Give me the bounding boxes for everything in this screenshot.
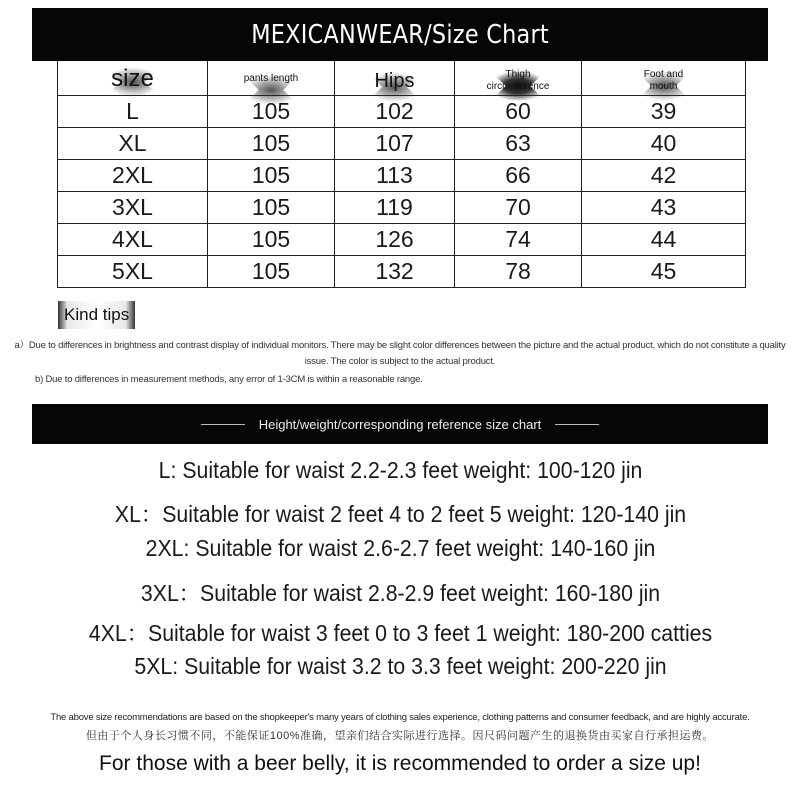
kind-tips-label: Kind tips — [58, 301, 135, 329]
measurement-cell: 42 — [582, 160, 746, 192]
table-row — [58, 256, 746, 288]
table-row — [58, 128, 746, 160]
size-disclaimer: The above size recommendations are based on the shopkeeper's many years of clothing sales experience, clothing patterns and consumer feedback, and are highly accurate. — [50, 712, 750, 723]
table-row — [58, 96, 746, 128]
reference-title: Height/weight/corresponding reference size chart — [258, 416, 542, 432]
reference-line-4xl: 4XL：Suitable for waist 3 feet 0 to 3 feet 1 weight: 180-200 catties — [88, 620, 713, 646]
reference-line-2xl: 2XL: Suitable for waist 2.6-2.7 feet weight: 140-160 jin — [145, 535, 656, 561]
measurement-cell: 105 — [208, 224, 335, 256]
reference-line-3xl: 3XL：Suitable for waist 2.8-2.9 feet weight: 160-180 jin — [140, 580, 661, 606]
size-chart-title-banner — [32, 8, 768, 61]
table-header-row — [58, 61, 746, 96]
size-cell: L — [58, 96, 208, 128]
measurement-cell: 39 — [582, 96, 746, 128]
size-cell: 5XL — [58, 256, 208, 288]
measurement-cell: 132 — [335, 256, 455, 288]
measurement-cell: 40 — [582, 128, 746, 160]
reference-line-5xl: 5XL: Suitable for waist 3.2 to 3.3 feet weight: 200-220 jin — [134, 653, 667, 679]
beer-belly-tip: For those with a beer belly, it is recommended to order a size up! — [99, 752, 701, 775]
tip-note-a: a）Due to differences in brightness and contrast display of individual monitors. There may be slight color differences between the picture and the actual product, which do not constitute a quality issue. The color is subject to the actual product. — [14, 340, 786, 367]
measurement-cell: 60 — [455, 96, 582, 128]
measurement-cell: 126 — [335, 224, 455, 256]
measurement-cell: 105 — [208, 160, 335, 192]
col-header-pants-length: pants length — [208, 61, 335, 96]
size-table — [57, 61, 746, 288]
chinese-note: 但由于个人身长习惯不同，不能保证100%准确，望亲们结合实际进行选择。因尺码问题产生的退换货由买家自行承担运费。 — [85, 730, 715, 742]
measurement-cell: 105 — [208, 192, 335, 224]
measurement-cell: 105 — [208, 96, 335, 128]
col-header-thigh: Thigh circumference — [455, 61, 582, 96]
col-header-foot-mouth: Foot and mouth — [582, 61, 746, 96]
banner-divider-left — [201, 424, 245, 425]
table-row — [58, 224, 746, 256]
reference-banner — [32, 404, 768, 444]
size-cell: XL — [58, 128, 208, 160]
size-cell: 2XL — [58, 160, 208, 192]
measurement-cell: 66 — [455, 160, 582, 192]
size-cell: 4XL — [58, 224, 208, 256]
measurement-cell: 74 — [455, 224, 582, 256]
measurement-cell: 113 — [335, 160, 455, 192]
measurement-cell: 45 — [582, 256, 746, 288]
reference-line-xl: XL：Suitable for waist 2 feet 4 to 2 feet 5 weight: 120-140 jin — [114, 501, 687, 527]
col-header-size: size — [58, 61, 208, 96]
measurement-cell: 105 — [208, 256, 335, 288]
banner-divider-right — [555, 424, 599, 425]
measurement-cell: 107 — [335, 128, 455, 160]
tip-note-b: b) Due to differences in measurement methods, any error of 1-3CM is within a reasonable range. — [35, 374, 423, 385]
measurement-cell: 102 — [335, 96, 455, 128]
measurement-cell: 44 — [582, 224, 746, 256]
measurement-cell: 119 — [335, 192, 455, 224]
size-chart-title: MEXICANWEAR/Size Chart — [251, 19, 549, 50]
measurement-cell: 70 — [455, 192, 582, 224]
measurement-cell: 63 — [455, 128, 582, 160]
size-cell: 3XL — [58, 192, 208, 224]
col-header-hips: Hips — [335, 61, 455, 96]
reference-line-l: L: Suitable for waist 2.2-2.3 feet weight: 100-120 jin — [158, 457, 643, 483]
measurement-cell: 105 — [208, 128, 335, 160]
table-body — [58, 96, 746, 288]
measurement-cell: 43 — [582, 192, 746, 224]
measurement-cell: 78 — [455, 256, 582, 288]
table-row — [58, 192, 746, 224]
table-row — [58, 160, 746, 192]
